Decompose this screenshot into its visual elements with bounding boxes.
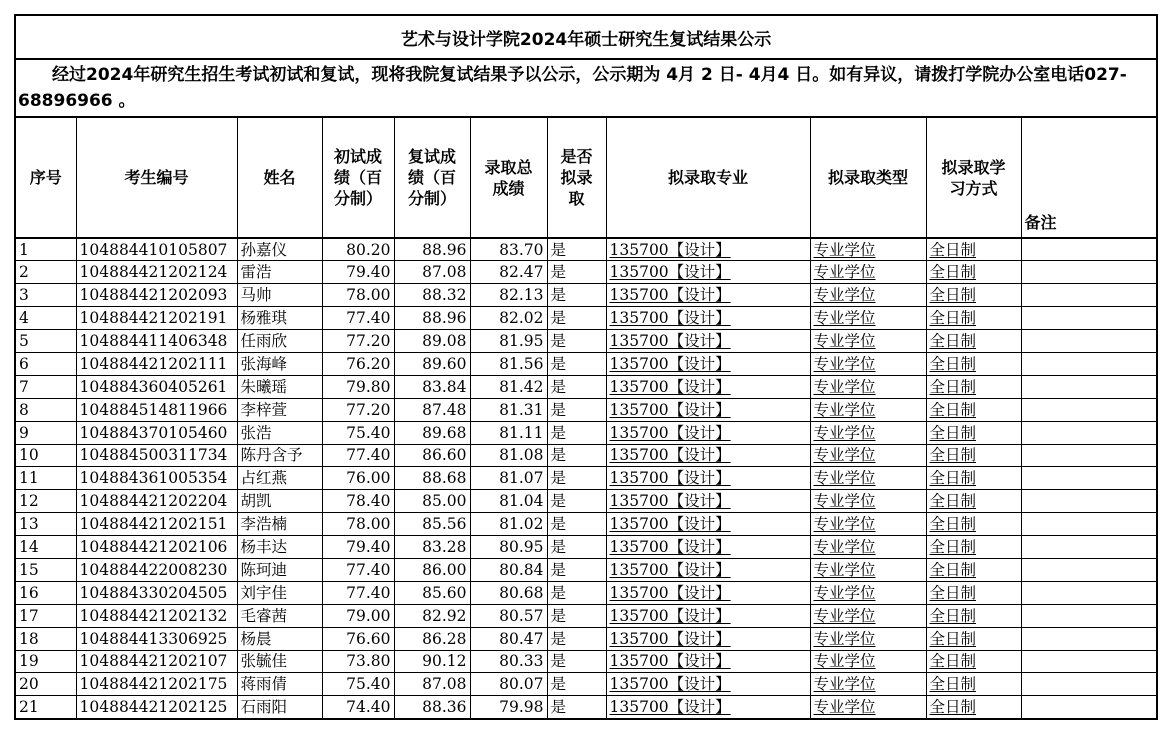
cell-proposed-major: 135700【设计】 xyxy=(606,375,810,398)
cell-initial-exam-score: 78.00 xyxy=(322,513,394,536)
cell-initial-exam-score: 79.80 xyxy=(322,375,394,398)
cell-total-score: 82.47 xyxy=(470,261,547,284)
table-row xyxy=(15,581,1157,604)
cell-proposed-major: 135700【设计】 xyxy=(606,238,810,261)
cell-retest-score: 87.08 xyxy=(394,673,470,696)
cell-total-score: 82.02 xyxy=(470,307,547,330)
cell-remarks xyxy=(1021,352,1157,375)
cell-name: 刘宇佳 xyxy=(237,581,322,604)
table-row xyxy=(15,650,1157,673)
cell-initial-exam-score: 75.40 xyxy=(322,421,394,444)
table-row xyxy=(15,536,1157,559)
cell-retest-score: 89.08 xyxy=(394,330,470,353)
cell-name: 张浩 xyxy=(237,421,322,444)
table-row xyxy=(15,238,1157,261)
cell-candidate-id: 104884421202107 xyxy=(76,650,237,673)
table-row xyxy=(15,352,1157,375)
cell-proposed-major: 135700【设计】 xyxy=(606,490,810,513)
cell-admission-type: 专业学位 xyxy=(810,261,926,284)
column-header-remarks: 备注 xyxy=(1021,117,1157,238)
table-row xyxy=(15,375,1157,398)
cell-proposed-major: 135700【设计】 xyxy=(606,558,810,581)
cell-admission-type: 专业学位 xyxy=(810,650,926,673)
cell-initial-exam-score: 77.40 xyxy=(322,307,394,330)
cell-is-admitted: 是 xyxy=(547,330,606,353)
cell-name: 张海峰 xyxy=(237,352,322,375)
cell-retest-score: 87.08 xyxy=(394,261,470,284)
cell-study-mode: 全日制 xyxy=(926,307,1021,330)
cell-admission-type: 专业学位 xyxy=(810,581,926,604)
cell-total-score: 83.70 xyxy=(470,238,547,261)
cell-proposed-major: 135700【设计】 xyxy=(606,284,810,307)
cell-study-mode: 全日制 xyxy=(926,513,1021,536)
table-row xyxy=(15,444,1157,467)
cell-total-score: 80.57 xyxy=(470,604,547,627)
cell-total-score: 79.98 xyxy=(470,696,547,719)
cell-remarks xyxy=(1021,330,1157,353)
cell-total-score: 81.02 xyxy=(470,513,547,536)
cell-study-mode: 全日制 xyxy=(926,604,1021,627)
column-header-initial-exam-score: 初试成绩（百分制） xyxy=(322,117,394,238)
cell-serial-no: 6 xyxy=(15,352,76,375)
table-row xyxy=(15,421,1157,444)
cell-study-mode: 全日制 xyxy=(926,696,1021,719)
cell-retest-score: 88.36 xyxy=(394,696,470,719)
cell-retest-score: 89.60 xyxy=(394,352,470,375)
table-row xyxy=(15,490,1157,513)
cell-initial-exam-score: 79.00 xyxy=(322,604,394,627)
column-header-candidate-id: 考生编号 xyxy=(76,117,237,238)
cell-proposed-major: 135700【设计】 xyxy=(606,513,810,536)
cell-initial-exam-score: 76.60 xyxy=(322,627,394,650)
table-row xyxy=(15,330,1157,353)
cell-study-mode: 全日制 xyxy=(926,238,1021,261)
cell-initial-exam-score: 77.40 xyxy=(322,558,394,581)
cell-is-admitted: 是 xyxy=(547,467,606,490)
cell-retest-score: 85.00 xyxy=(394,490,470,513)
cell-admission-type: 专业学位 xyxy=(810,398,926,421)
cell-proposed-major: 135700【设计】 xyxy=(606,421,810,444)
cell-name: 李浩楠 xyxy=(237,513,322,536)
cell-initial-exam-score: 79.40 xyxy=(322,261,394,284)
table-header-row xyxy=(15,117,1157,238)
cell-initial-exam-score: 76.00 xyxy=(322,467,394,490)
cell-remarks xyxy=(1021,375,1157,398)
cell-total-score: 80.33 xyxy=(470,650,547,673)
cell-total-score: 81.56 xyxy=(470,352,547,375)
table-row xyxy=(15,604,1157,627)
cell-study-mode: 全日制 xyxy=(926,536,1021,559)
cell-is-admitted: 是 xyxy=(547,696,606,719)
cell-proposed-major: 135700【设计】 xyxy=(606,467,810,490)
cell-study-mode: 全日制 xyxy=(926,398,1021,421)
cell-candidate-id: 104884421202191 xyxy=(76,307,237,330)
cell-retest-score: 86.60 xyxy=(394,444,470,467)
cell-candidate-id: 104884421202204 xyxy=(76,490,237,513)
cell-proposed-major: 135700【设计】 xyxy=(606,398,810,421)
cell-candidate-id: 104884421202175 xyxy=(76,673,237,696)
cell-name: 李梓萱 xyxy=(237,398,322,421)
cell-remarks xyxy=(1021,627,1157,650)
cell-study-mode: 全日制 xyxy=(926,421,1021,444)
cell-initial-exam-score: 78.40 xyxy=(322,490,394,513)
cell-retest-score: 89.68 xyxy=(394,421,470,444)
cell-candidate-id: 104884421202106 xyxy=(76,536,237,559)
cell-name: 杨晨 xyxy=(237,627,322,650)
cell-serial-no: 11 xyxy=(15,467,76,490)
cell-total-score: 81.31 xyxy=(470,398,547,421)
cell-candidate-id: 104884360405261 xyxy=(76,375,237,398)
cell-admission-type: 专业学位 xyxy=(810,558,926,581)
cell-proposed-major: 135700【设计】 xyxy=(606,650,810,673)
cell-total-score: 81.11 xyxy=(470,421,547,444)
cell-initial-exam-score: 74.40 xyxy=(322,696,394,719)
cell-remarks xyxy=(1021,696,1157,719)
cell-serial-no: 7 xyxy=(15,375,76,398)
column-header-proposed-major: 拟录取专业 xyxy=(606,117,810,238)
cell-proposed-major: 135700【设计】 xyxy=(606,536,810,559)
cell-candidate-id: 104884421202125 xyxy=(76,696,237,719)
cell-remarks xyxy=(1021,238,1157,261)
column-header-admission-type: 拟录取类型 xyxy=(810,117,926,238)
cell-initial-exam-score: 77.40 xyxy=(322,581,394,604)
cell-proposed-major: 135700【设计】 xyxy=(606,604,810,627)
cell-total-score: 80.95 xyxy=(470,536,547,559)
cell-initial-exam-score: 75.40 xyxy=(322,673,394,696)
table-row xyxy=(15,261,1157,284)
cell-remarks xyxy=(1021,467,1157,490)
cell-name: 胡凯 xyxy=(237,490,322,513)
cell-initial-exam-score: 79.40 xyxy=(322,536,394,559)
cell-proposed-major: 135700【设计】 xyxy=(606,352,810,375)
cell-total-score: 80.07 xyxy=(470,673,547,696)
cell-study-mode: 全日制 xyxy=(926,558,1021,581)
cell-study-mode: 全日制 xyxy=(926,490,1021,513)
table-row xyxy=(15,398,1157,421)
table-row xyxy=(15,467,1157,490)
cell-candidate-id: 104884370105460 xyxy=(76,421,237,444)
notice-row xyxy=(15,59,1157,117)
cell-name: 蒋雨倩 xyxy=(237,673,322,696)
cell-serial-no: 9 xyxy=(15,421,76,444)
cell-initial-exam-score: 73.80 xyxy=(322,650,394,673)
cell-name: 石雨阳 xyxy=(237,696,322,719)
cell-serial-no: 1 xyxy=(15,238,76,261)
cell-candidate-id: 104884514811966 xyxy=(76,398,237,421)
cell-is-admitted: 是 xyxy=(547,673,606,696)
cell-proposed-major: 135700【设计】 xyxy=(606,261,810,284)
cell-remarks xyxy=(1021,490,1157,513)
table-row xyxy=(15,673,1157,696)
cell-serial-no: 2 xyxy=(15,261,76,284)
cell-remarks xyxy=(1021,421,1157,444)
cell-retest-score: 90.12 xyxy=(394,650,470,673)
cell-study-mode: 全日制 xyxy=(926,284,1021,307)
page-title: 艺术与设计学院2024年硕士研究生复试结果公示 xyxy=(15,15,1157,59)
cell-candidate-id: 104884500311734 xyxy=(76,444,237,467)
cell-admission-type: 专业学位 xyxy=(810,330,926,353)
notice-text: 经过2024年研究生招生考试初试和复试，现将我院复试结果予以公示，公示期为 4月 2 日- 4月4 日。如有异议，请拨打学院办公室电话027-68896966 。 xyxy=(15,59,1157,117)
column-header-total-score: 录取总成绩 xyxy=(470,117,547,238)
cell-candidate-id: 104884421202111 xyxy=(76,352,237,375)
cell-admission-type: 专业学位 xyxy=(810,421,926,444)
cell-admission-type: 专业学位 xyxy=(810,696,926,719)
cell-retest-score: 88.96 xyxy=(394,238,470,261)
cell-remarks xyxy=(1021,284,1157,307)
cell-admission-type: 专业学位 xyxy=(810,284,926,307)
cell-admission-type: 专业学位 xyxy=(810,467,926,490)
cell-name: 杨丰达 xyxy=(237,536,322,559)
cell-is-admitted: 是 xyxy=(547,536,606,559)
cell-serial-no: 19 xyxy=(15,650,76,673)
cell-is-admitted: 是 xyxy=(547,627,606,650)
cell-is-admitted: 是 xyxy=(547,581,606,604)
cell-is-admitted: 是 xyxy=(547,352,606,375)
cell-name: 孙嘉仪 xyxy=(237,238,322,261)
cell-study-mode: 全日制 xyxy=(926,330,1021,353)
cell-retest-score: 88.68 xyxy=(394,467,470,490)
cell-serial-no: 18 xyxy=(15,627,76,650)
cell-proposed-major: 135700【设计】 xyxy=(606,330,810,353)
cell-serial-no: 5 xyxy=(15,330,76,353)
table-row xyxy=(15,558,1157,581)
cell-is-admitted: 是 xyxy=(547,490,606,513)
cell-candidate-id: 104884421202132 xyxy=(76,604,237,627)
results-table xyxy=(14,14,1158,720)
cell-serial-no: 12 xyxy=(15,490,76,513)
cell-candidate-id: 104884361005354 xyxy=(76,467,237,490)
column-header-study-mode: 拟录取学习方式 xyxy=(926,117,1021,238)
cell-serial-no: 14 xyxy=(15,536,76,559)
cell-candidate-id: 104884422008230 xyxy=(76,558,237,581)
cell-admission-type: 专业学位 xyxy=(810,375,926,398)
cell-retest-score: 86.28 xyxy=(394,627,470,650)
cell-initial-exam-score: 78.00 xyxy=(322,284,394,307)
cell-candidate-id: 104884421202124 xyxy=(76,261,237,284)
cell-total-score: 80.47 xyxy=(470,627,547,650)
cell-study-mode: 全日制 xyxy=(926,581,1021,604)
cell-is-admitted: 是 xyxy=(547,398,606,421)
cell-name: 杨雅琪 xyxy=(237,307,322,330)
cell-is-admitted: 是 xyxy=(547,421,606,444)
cell-initial-exam-score: 77.20 xyxy=(322,398,394,421)
cell-remarks xyxy=(1021,581,1157,604)
cell-name: 雷浩 xyxy=(237,261,322,284)
cell-proposed-major: 135700【设计】 xyxy=(606,627,810,650)
cell-study-mode: 全日制 xyxy=(926,352,1021,375)
cell-admission-type: 专业学位 xyxy=(810,627,926,650)
cell-candidate-id: 104884411406348 xyxy=(76,330,237,353)
cell-initial-exam-score: 77.40 xyxy=(322,444,394,467)
table-row xyxy=(15,284,1157,307)
cell-serial-no: 20 xyxy=(15,673,76,696)
cell-retest-score: 83.84 xyxy=(394,375,470,398)
cell-remarks xyxy=(1021,650,1157,673)
cell-is-admitted: 是 xyxy=(547,284,606,307)
cell-initial-exam-score: 80.20 xyxy=(322,238,394,261)
cell-admission-type: 专业学位 xyxy=(810,444,926,467)
cell-name: 陈珂迪 xyxy=(237,558,322,581)
cell-proposed-major: 135700【设计】 xyxy=(606,696,810,719)
cell-total-score: 80.84 xyxy=(470,558,547,581)
table-row xyxy=(15,307,1157,330)
cell-is-admitted: 是 xyxy=(547,261,606,284)
cell-serial-no: 17 xyxy=(15,604,76,627)
cell-retest-score: 87.48 xyxy=(394,398,470,421)
cell-serial-no: 4 xyxy=(15,307,76,330)
cell-initial-exam-score: 76.20 xyxy=(322,352,394,375)
cell-proposed-major: 135700【设计】 xyxy=(606,307,810,330)
cell-initial-exam-score: 77.20 xyxy=(322,330,394,353)
table-row xyxy=(15,513,1157,536)
cell-remarks xyxy=(1021,673,1157,696)
cell-is-admitted: 是 xyxy=(547,375,606,398)
cell-name: 张毓佳 xyxy=(237,650,322,673)
announcement-sheet xyxy=(14,14,1156,720)
cell-admission-type: 专业学位 xyxy=(810,490,926,513)
column-header-retest-score: 复试成绩（百分制） xyxy=(394,117,470,238)
cell-is-admitted: 是 xyxy=(547,604,606,627)
cell-study-mode: 全日制 xyxy=(926,673,1021,696)
cell-serial-no: 13 xyxy=(15,513,76,536)
cell-total-score: 81.95 xyxy=(470,330,547,353)
cell-retest-score: 86.00 xyxy=(394,558,470,581)
cell-retest-score: 83.28 xyxy=(394,536,470,559)
cell-proposed-major: 135700【设计】 xyxy=(606,581,810,604)
cell-total-score: 81.07 xyxy=(470,467,547,490)
cell-admission-type: 专业学位 xyxy=(810,238,926,261)
cell-serial-no: 16 xyxy=(15,581,76,604)
cell-admission-type: 专业学位 xyxy=(810,673,926,696)
cell-total-score: 81.08 xyxy=(470,444,547,467)
cell-admission-type: 专业学位 xyxy=(810,513,926,536)
cell-study-mode: 全日制 xyxy=(926,650,1021,673)
cell-retest-score: 88.96 xyxy=(394,307,470,330)
column-header-serial-no: 序号 xyxy=(15,117,76,238)
cell-candidate-id: 104884410105807 xyxy=(76,238,237,261)
column-header-name: 姓名 xyxy=(237,117,322,238)
cell-total-score: 82.13 xyxy=(470,284,547,307)
cell-study-mode: 全日制 xyxy=(926,627,1021,650)
cell-remarks xyxy=(1021,536,1157,559)
cell-remarks xyxy=(1021,307,1157,330)
cell-retest-score: 88.32 xyxy=(394,284,470,307)
cell-serial-no: 3 xyxy=(15,284,76,307)
cell-total-score: 80.68 xyxy=(470,581,547,604)
cell-is-admitted: 是 xyxy=(547,558,606,581)
cell-retest-score: 85.56 xyxy=(394,513,470,536)
cell-name: 朱曦瑶 xyxy=(237,375,322,398)
cell-admission-type: 专业学位 xyxy=(810,604,926,627)
cell-name: 毛睿茜 xyxy=(237,604,322,627)
cell-is-admitted: 是 xyxy=(547,307,606,330)
cell-total-score: 81.42 xyxy=(470,375,547,398)
cell-is-admitted: 是 xyxy=(547,238,606,261)
cell-retest-score: 82.92 xyxy=(394,604,470,627)
cell-remarks xyxy=(1021,513,1157,536)
cell-admission-type: 专业学位 xyxy=(810,307,926,330)
cell-remarks xyxy=(1021,604,1157,627)
cell-candidate-id: 104884413306925 xyxy=(76,627,237,650)
table-row xyxy=(15,696,1157,719)
cell-name: 任雨欣 xyxy=(237,330,322,353)
cell-serial-no: 10 xyxy=(15,444,76,467)
cell-remarks xyxy=(1021,444,1157,467)
cell-is-admitted: 是 xyxy=(547,444,606,467)
cell-candidate-id: 104884330204505 xyxy=(76,581,237,604)
cell-proposed-major: 135700【设计】 xyxy=(606,673,810,696)
cell-serial-no: 21 xyxy=(15,696,76,719)
cell-admission-type: 专业学位 xyxy=(810,536,926,559)
cell-name: 陈丹含予 xyxy=(237,444,322,467)
cell-remarks xyxy=(1021,261,1157,284)
cell-candidate-id: 104884421202093 xyxy=(76,284,237,307)
cell-name: 马帅 xyxy=(237,284,322,307)
cell-proposed-major: 135700【设计】 xyxy=(606,444,810,467)
cell-study-mode: 全日制 xyxy=(926,467,1021,490)
cell-serial-no: 15 xyxy=(15,558,76,581)
title-row xyxy=(15,15,1157,59)
cell-remarks xyxy=(1021,398,1157,421)
cell-study-mode: 全日制 xyxy=(926,375,1021,398)
cell-retest-score: 85.60 xyxy=(394,581,470,604)
column-header-is-admitted: 是否拟录取 xyxy=(547,117,606,238)
cell-remarks xyxy=(1021,558,1157,581)
cell-is-admitted: 是 xyxy=(547,513,606,536)
cell-name: 占红燕 xyxy=(237,467,322,490)
cell-candidate-id: 104884421202151 xyxy=(76,513,237,536)
table-row xyxy=(15,627,1157,650)
cell-is-admitted: 是 xyxy=(547,650,606,673)
cell-study-mode: 全日制 xyxy=(926,261,1021,284)
cell-study-mode: 全日制 xyxy=(926,444,1021,467)
cell-admission-type: 专业学位 xyxy=(810,352,926,375)
cell-serial-no: 8 xyxy=(15,398,76,421)
cell-total-score: 81.04 xyxy=(470,490,547,513)
